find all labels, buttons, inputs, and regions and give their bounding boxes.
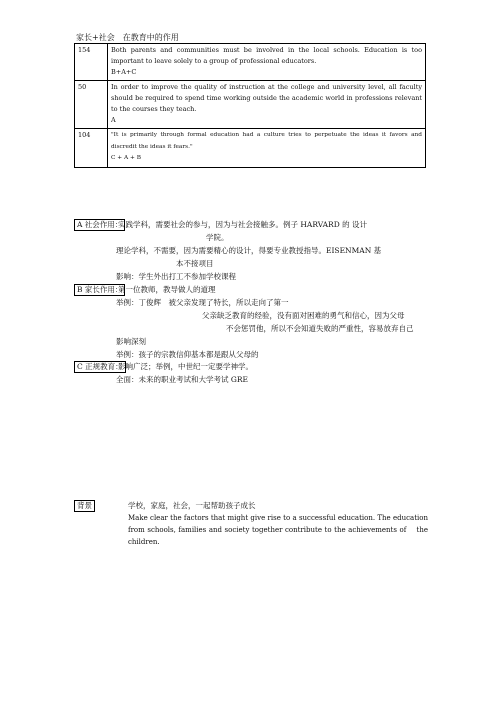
topic-number: 154 [75,44,108,81]
topic-answer: A [111,116,116,124]
section-a-label: A 社会作用： [74,219,125,231]
topic-text: "It is primarily through formal education had a culture tries to perpetuate the ideas it favors and discredit the ideas it fears." [111,132,422,150]
section-a-line: 学院。 [206,233,229,242]
topic-text: In order to improve the quality of instruction at the college and university level, all faculty should be required to spend time working outside the academic world in professions relevant to the courses they teach. [111,83,422,113]
topic-text: Both parents and communities must be involved in the local schools. Education is too important to leave solely to a group of professional educators. [111,46,422,65]
table-row [75,44,426,81]
table-row [75,129,426,168]
section-b-line: 第一位教师，教导做人的道理 [118,285,216,294]
section-b-line: 举例：丁俊辉 被父亲发现了特长，所以走向了第一 [116,298,289,307]
section-b-line: 影响深刻 [116,337,146,346]
section-a-line: 影响：学生外出打工不参加学校课程 [116,272,236,281]
section-c-line: 全面：未来的职业考试和大学考试 GRE [116,375,248,384]
topic-number: 50 [75,81,108,129]
section-b-line: 举例：孩子的宗教信仰基本都是跟从父母的 [116,350,259,359]
topic-answer: C + A + B [111,155,141,161]
topic-cell [108,129,426,168]
background-text [128,500,428,548]
section-a-line: 本不接项目 [176,259,214,268]
topic-number: 104 [75,129,108,168]
topics-table [74,43,426,168]
section-c-line: 影响广泛；举例，中世纪一定要学神学。 [118,362,253,371]
section-b-label: B 家长作用： [74,284,125,296]
topic-cell [108,44,426,81]
table-row [75,81,426,129]
topic-answer: B+A+C [111,68,137,76]
section-c-label: C 正规教育： [74,361,126,373]
section-a-line: 理论学科，不需要，因为需要精心的设计，得要专业教授指导。EISENMAN 基 [116,246,382,255]
background-label: 背景 [74,500,95,512]
page-title: 家长+社会 在教育中的作用 [76,33,179,42]
background-zh: 学校，家庭，社会，一起帮助孩子成长 [128,501,256,510]
background-en: Make clear the factors that might give rise to a successful education. The education from schools, families and society together contribute to the achievements of the children. [128,514,428,546]
section-b-line: 不会惩罚他，所以不会知道失败的严重性，容易放弃自己 [226,324,414,333]
section-b-line: 父亲缺乏教育的经验，没有面对困难的勇气和信心，因为父母 [202,311,405,320]
section-a-line: 实践学科，需要社会的参与，因为与社会接触多。例子 HARVARD 的 设计 [118,220,367,229]
background-section [74,500,95,512]
topic-cell [108,81,426,129]
